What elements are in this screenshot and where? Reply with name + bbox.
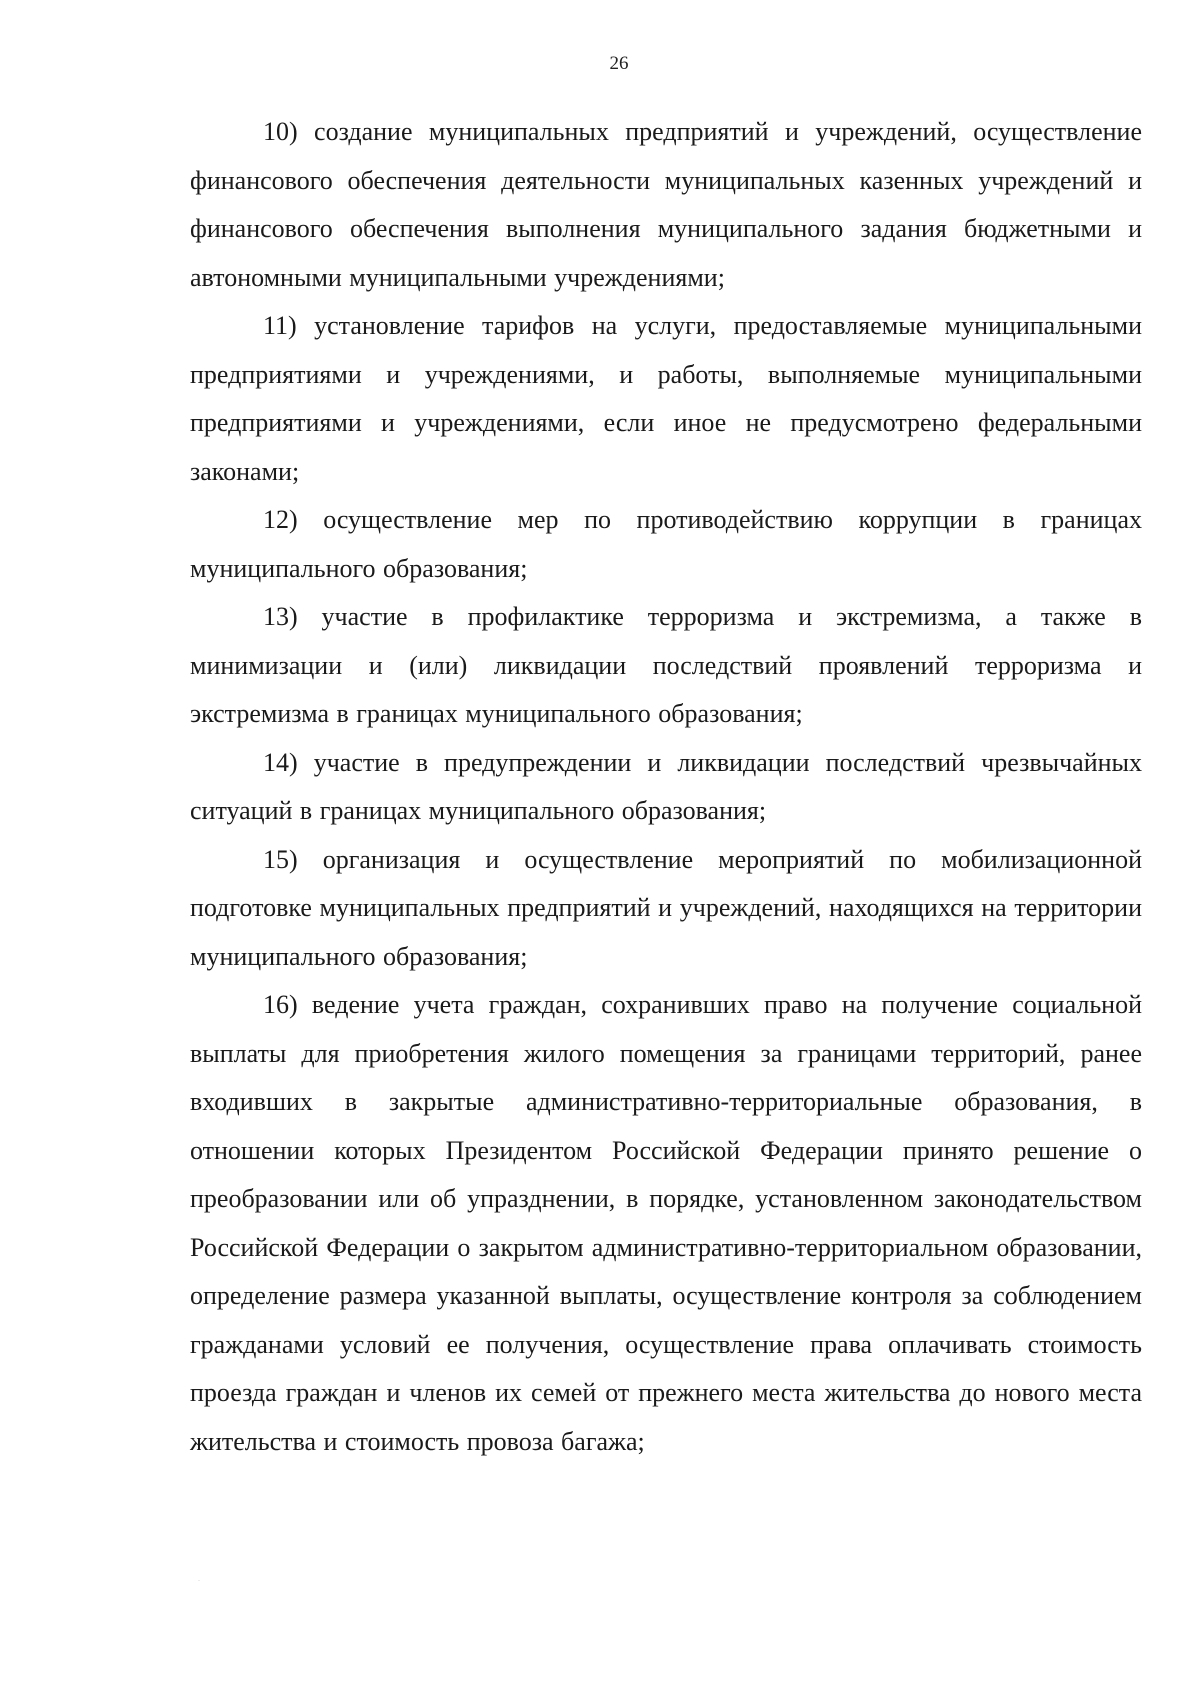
scan-artifact <box>198 1580 200 1581</box>
document-body <box>190 108 1142 1466</box>
list-item-11: 11) установление тарифов на услуги, предоставляемые муниципальными предприятиями и учреждениями, и работы, выполняемые муниципальными предприятиями и учреждениями, если иное не предусмотрено федеральными законами; <box>190 311 1142 486</box>
list-item-15: 15) организация и осуществление мероприятий по мобилизационной подготовке муниципальных предприятий и учреждений, находящихся на территории муниципального образования; <box>190 844 1142 971</box>
list-item-13: 13) участие в профилактике терроризма и экстремизма, а также в минимизации и (или) ликвидации последствий проявлений терроризма и экстремизма в границах муниципального образования; <box>190 602 1142 728</box>
page-number: 26 <box>609 53 629 74</box>
list-item-12: 12) осуществление мер по противодействию коррупции в границах муниципального образования; <box>190 505 1142 583</box>
list-item-10: 10) создание муниципальных предприятий и учреждений, осуществление финансового обеспечения деятельности муниципальных казенных учреждений и финансового обеспечения выполнения муниципального задания бюджетными и автономными муниципальными учреждениями; <box>190 117 1142 292</box>
list-item-16: 16) ведение учета граждан, сохранивших право на получение социальной выплаты для приобретения жилого помещения за границами территорий, ранее входивших в закрытые административно-территориальные образования, в отношении которых Президентом Российской Федерации принято решение о преобразовании или об упразднении, в порядке, установленном законодательством Российской Федерации о закрытом административно-территориальном образовании, определение размера указанной выплаты, осуществление контроля за соблюдением гражданами условий ее получения, осуществление права оплачивать стоимость проезда граждан и членов их семей от прежнего места жительства до нового места жительства и стоимость провоза багажа; <box>190 990 1142 1456</box>
list-item-14: 14) участие в предупреждении и ликвидации последствий чрезвычайных ситуаций в границах муниципального образования; <box>190 747 1142 825</box>
